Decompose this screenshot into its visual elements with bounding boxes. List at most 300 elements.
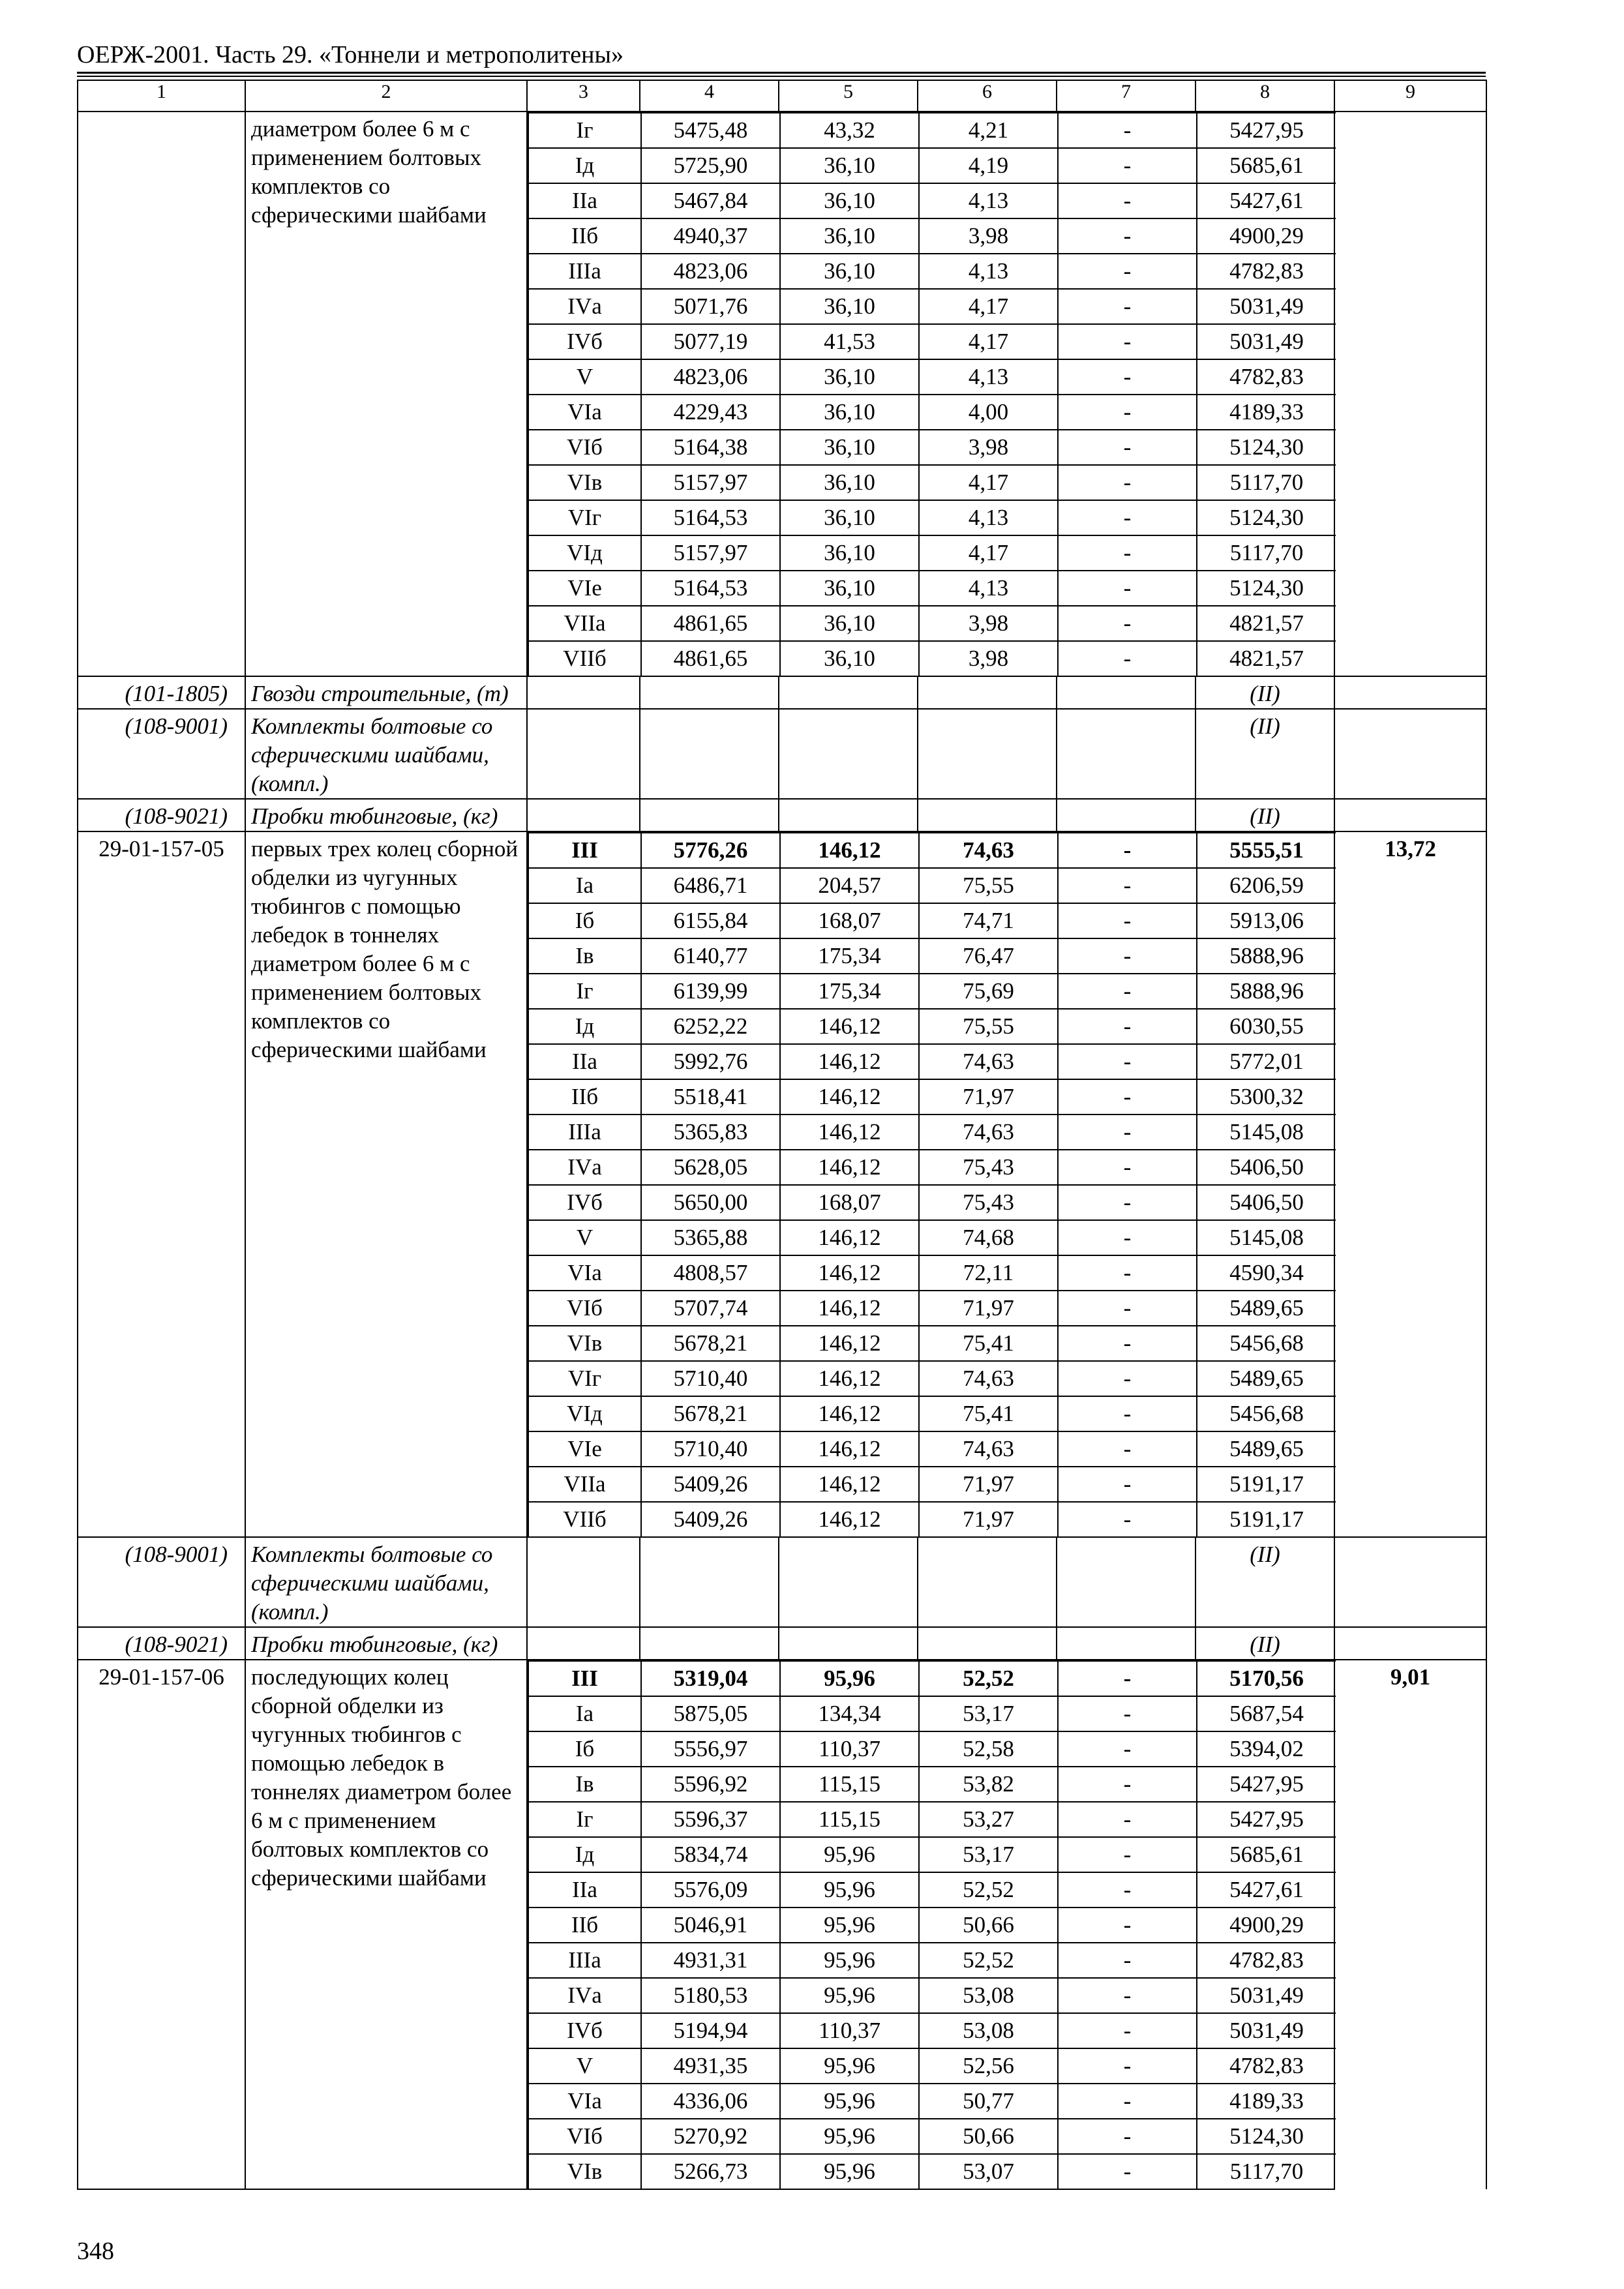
resource-unit: (II) — [1195, 676, 1334, 709]
value-cell: 5678,21 — [641, 1326, 780, 1361]
value-cell: 5678,21 — [641, 1396, 780, 1431]
value-cell: 36,10 — [780, 571, 919, 606]
value-cell: 4,17 — [919, 465, 1058, 500]
value-row — [528, 2048, 1336, 2084]
value-cell: - — [1058, 833, 1197, 868]
value-cell: 5145,08 — [1197, 1220, 1336, 1255]
resource-unit: (II) — [1195, 799, 1334, 831]
values-cell — [527, 112, 1334, 676]
value-row — [528, 1872, 1336, 1908]
value-cell: - — [1058, 1291, 1197, 1326]
value-cell: - — [1058, 2013, 1197, 2048]
value-cell: 95,96 — [780, 1837, 919, 1872]
value-cell: 5427,95 — [1197, 1767, 1336, 1802]
resource-code: (108-9001) — [78, 709, 245, 799]
value-cell: - — [1058, 359, 1197, 395]
value-cell: 5031,49 — [1197, 1978, 1336, 2013]
value-cell: - — [1058, 1467, 1197, 1502]
value-row — [528, 1009, 1336, 1044]
value-cell: 146,12 — [780, 1115, 919, 1150]
zone-cell: VIе — [528, 1431, 641, 1467]
value-cell: - — [1058, 183, 1197, 218]
value-row — [528, 113, 1336, 148]
empty-cell — [640, 799, 779, 831]
empty-cell — [779, 709, 918, 799]
value-cell: 53,17 — [919, 1837, 1058, 1872]
value-row — [528, 1696, 1336, 1731]
value-cell: 5270,92 — [641, 2119, 780, 2154]
value-cell: 5406,50 — [1197, 1185, 1336, 1220]
zone-cell: IIIа — [528, 254, 641, 289]
zone-cell: Iд — [528, 1009, 641, 1044]
empty-cell — [1057, 676, 1195, 709]
value-cell: - — [1058, 535, 1197, 571]
zone-cell: Iв — [528, 938, 641, 974]
value-cell: 5365,88 — [641, 1220, 780, 1255]
zone-cell: VIIа — [528, 606, 641, 641]
value-cell: 43,32 — [780, 113, 919, 148]
value-cell: - — [1058, 606, 1197, 641]
value-cell: - — [1058, 2154, 1197, 2189]
value-cell: 5300,32 — [1197, 1079, 1336, 1115]
value-row — [528, 641, 1336, 676]
value-row — [528, 1978, 1336, 2013]
value-cell: 4823,06 — [641, 359, 780, 395]
value-cell: 175,34 — [780, 974, 919, 1009]
zone-cell: IIа — [528, 183, 641, 218]
value-cell: - — [1058, 1396, 1197, 1431]
value-row — [528, 1731, 1336, 1767]
value-row — [528, 1291, 1336, 1326]
value-cell: 5046,91 — [641, 1908, 780, 1943]
value-cell: 74,71 — [919, 903, 1058, 938]
value-cell: 95,96 — [780, 2119, 919, 2154]
value-row — [528, 606, 1336, 641]
value-cell: 5031,49 — [1197, 2013, 1336, 2048]
value-cell: 115,15 — [780, 1767, 919, 1802]
empty-cell — [640, 1627, 779, 1660]
value-cell: 5124,30 — [1197, 500, 1336, 535]
value-cell: 4900,29 — [1197, 218, 1336, 254]
value-cell: 134,34 — [780, 1696, 919, 1731]
zone-cell: VIв — [528, 465, 641, 500]
zone-cell: IIб — [528, 1908, 641, 1943]
value-cell: 75,55 — [919, 868, 1058, 903]
value-cell: 175,34 — [780, 938, 919, 974]
value-cell: 53,27 — [919, 1802, 1058, 1837]
value-cell: 110,37 — [780, 1731, 919, 1767]
value-cell: 5489,65 — [1197, 1361, 1336, 1396]
value-cell: 5710,40 — [641, 1431, 780, 1467]
zone-cell: IVб — [528, 324, 641, 359]
value-cell: - — [1058, 1767, 1197, 1802]
value-cell: 6486,71 — [641, 868, 780, 903]
empty-cell — [527, 676, 640, 709]
value-cell: - — [1058, 1731, 1197, 1767]
header-rule-2 — [77, 76, 1486, 77]
value-cell: 146,12 — [780, 1396, 919, 1431]
value-cell: - — [1058, 1943, 1197, 1978]
value-cell: 53,82 — [919, 1767, 1058, 1802]
value-cell: - — [1058, 868, 1197, 903]
value-cell: - — [1058, 1255, 1197, 1291]
value-cell: 146,12 — [780, 1431, 919, 1467]
zone-cell: IIIа — [528, 1115, 641, 1150]
value-cell: 5475,48 — [641, 113, 780, 148]
value-cell: 75,41 — [919, 1396, 1058, 1431]
value-cell: 146,12 — [780, 1291, 919, 1326]
value-cell: 4861,65 — [641, 606, 780, 641]
value-cell: - — [1058, 1326, 1197, 1361]
value-cell: 5467,84 — [641, 183, 780, 218]
value-cell: 36,10 — [780, 254, 919, 289]
value-cell: 36,10 — [780, 395, 919, 430]
value-cell: 5628,05 — [641, 1150, 780, 1185]
resource-name: Пробки тюбинговые, (кг) — [245, 1627, 527, 1660]
value-row — [528, 1044, 1336, 1079]
resource-row — [78, 676, 1486, 709]
value-cell: 36,10 — [780, 641, 919, 676]
value-cell: 146,12 — [780, 833, 919, 868]
value-cell: 36,10 — [780, 535, 919, 571]
value-cell: 5071,76 — [641, 289, 780, 324]
column-number: 1 — [78, 80, 245, 112]
value-cell: 72,11 — [919, 1255, 1058, 1291]
value-cell: - — [1058, 938, 1197, 974]
page-number: 348 — [77, 2237, 114, 2265]
value-cell: - — [1058, 500, 1197, 535]
value-row — [528, 1326, 1336, 1361]
zone-cell: IIа — [528, 1044, 641, 1079]
value-cell: 6030,55 — [1197, 1009, 1336, 1044]
value-cell: 5555,51 — [1197, 833, 1336, 868]
value-cell: 4,13 — [919, 183, 1058, 218]
zone-cell: VIг — [528, 1361, 641, 1396]
header-rule — [77, 72, 1486, 74]
value-cell: 146,12 — [780, 1361, 919, 1396]
value-cell: 146,12 — [780, 1255, 919, 1291]
value-cell: - — [1058, 254, 1197, 289]
value-cell: 4,13 — [919, 500, 1058, 535]
value-cell: 5710,40 — [641, 1361, 780, 1396]
value-row — [528, 974, 1336, 1009]
value-row — [528, 1396, 1336, 1431]
value-cell: 36,10 — [780, 148, 919, 183]
value-cell: 53,08 — [919, 2013, 1058, 2048]
value-cell: 5117,70 — [1197, 465, 1336, 500]
value-cell: 95,96 — [780, 1943, 919, 1978]
value-row — [528, 324, 1336, 359]
zone-cell: IIIа — [528, 1943, 641, 1978]
value-row — [528, 2154, 1336, 2189]
resource-unit: (II) — [1195, 1627, 1334, 1660]
value-cell: 36,10 — [780, 218, 919, 254]
value-cell: 53,07 — [919, 2154, 1058, 2189]
value-cell: 50,77 — [919, 2084, 1058, 2119]
empty-cell — [918, 709, 1057, 799]
empty-cell — [1057, 709, 1195, 799]
value-row — [528, 395, 1336, 430]
value-cell: - — [1058, 430, 1197, 465]
resource-row — [78, 1627, 1486, 1660]
value-cell: 5725,90 — [641, 148, 780, 183]
value-row — [528, 1255, 1336, 1291]
zone-cell: VIа — [528, 1255, 641, 1291]
value-cell: 52,52 — [919, 1872, 1058, 1908]
empty-cell — [1334, 1537, 1486, 1627]
value-cell: 4336,06 — [641, 2084, 780, 2119]
value-cell: 5776,26 — [641, 833, 780, 868]
value-cell: 75,69 — [919, 974, 1058, 1009]
value-cell: 6155,84 — [641, 903, 780, 938]
value-cell: 5888,96 — [1197, 938, 1336, 974]
value-cell: 4,17 — [919, 324, 1058, 359]
value-cell: 5772,01 — [1197, 1044, 1336, 1079]
zone-cell: IIб — [528, 218, 641, 254]
value-cell: 5489,65 — [1197, 1291, 1336, 1326]
resource-unit: (II) — [1195, 709, 1334, 799]
zone-cell: Iг — [528, 113, 641, 148]
value-cell: 4,13 — [919, 571, 1058, 606]
value-cell: 5518,41 — [641, 1079, 780, 1115]
value-cell: 3,98 — [919, 218, 1058, 254]
zone-cell: III — [528, 1661, 641, 1696]
value-cell: 204,57 — [780, 868, 919, 903]
empty-cell — [527, 799, 640, 831]
value-cell: 5117,70 — [1197, 535, 1336, 571]
zone-cell: VIа — [528, 395, 641, 430]
rate-code: 29-01-157-05 — [78, 831, 245, 1537]
value-cell: 5365,83 — [641, 1115, 780, 1150]
value-cell: 5319,04 — [641, 1661, 780, 1696]
value-cell: 6139,99 — [641, 974, 780, 1009]
value-cell: 4782,83 — [1197, 359, 1336, 395]
value-cell: 5888,96 — [1197, 974, 1336, 1009]
zone-cell: Iв — [528, 1767, 641, 1802]
value-cell: 74,63 — [919, 1431, 1058, 1467]
empty-cell — [918, 676, 1057, 709]
value-cell: 36,10 — [780, 183, 919, 218]
empty-cell — [640, 709, 779, 799]
col9-value — [1334, 112, 1486, 676]
values-cell — [527, 1660, 1334, 2189]
value-cell: - — [1058, 395, 1197, 430]
empty-cell — [779, 1537, 918, 1627]
value-cell: - — [1058, 2119, 1197, 2154]
value-row — [528, 535, 1336, 571]
value-cell: 115,15 — [780, 1802, 919, 1837]
value-cell: 95,96 — [780, 2154, 919, 2189]
value-row — [528, 1837, 1336, 1872]
value-cell: - — [1058, 289, 1197, 324]
value-row — [528, 1361, 1336, 1396]
rate-block — [78, 831, 1486, 1537]
value-row — [528, 1502, 1336, 1536]
value-cell: 5596,92 — [641, 1767, 780, 1802]
value-cell: 5427,95 — [1197, 1802, 1336, 1837]
value-cell: 50,66 — [919, 1908, 1058, 1943]
value-cell: 6206,59 — [1197, 868, 1336, 903]
rate-code: 29-01-157-06 — [78, 1660, 245, 2189]
value-cell: 41,53 — [780, 324, 919, 359]
values-grid — [528, 1660, 1336, 2189]
zone-cell: Iб — [528, 1731, 641, 1767]
value-row — [528, 1802, 1336, 1837]
zone-cell: Iг — [528, 974, 641, 1009]
resource-name: Комплекты болтовые со сферическими шайбами, (компл.) — [245, 709, 527, 799]
value-cell: 52,58 — [919, 1731, 1058, 1767]
value-cell: - — [1058, 1115, 1197, 1150]
value-row — [528, 1431, 1336, 1467]
value-cell: 5650,00 — [641, 1185, 780, 1220]
zone-cell: III — [528, 833, 641, 868]
value-cell: 95,96 — [780, 2048, 919, 2084]
value-row — [528, 218, 1336, 254]
value-cell: 95,96 — [780, 2084, 919, 2119]
empty-cell — [527, 1627, 640, 1660]
resource-code: (101-1805) — [78, 676, 245, 709]
value-cell: 5157,97 — [641, 465, 780, 500]
value-cell: 5031,49 — [1197, 289, 1336, 324]
value-cell: 5489,65 — [1197, 1431, 1336, 1467]
zone-cell: IVа — [528, 1150, 641, 1185]
value-cell: - — [1058, 1837, 1197, 1872]
value-cell: - — [1058, 1802, 1197, 1837]
zone-cell: VIб — [528, 1291, 641, 1326]
value-cell: - — [1058, 324, 1197, 359]
value-cell: 5409,26 — [641, 1467, 780, 1502]
value-row — [528, 1150, 1336, 1185]
zone-cell: Iд — [528, 1837, 641, 1872]
empty-cell — [1057, 799, 1195, 831]
value-row — [528, 1220, 1336, 1255]
value-cell: 5191,17 — [1197, 1467, 1336, 1502]
value-cell: 5266,73 — [641, 2154, 780, 2189]
value-cell: 95,96 — [780, 1661, 919, 1696]
value-cell: 4,19 — [919, 148, 1058, 183]
value-cell: - — [1058, 1908, 1197, 1943]
zone-cell: IVб — [528, 1185, 641, 1220]
value-cell: 4940,37 — [641, 218, 780, 254]
value-cell: 5427,95 — [1197, 113, 1336, 148]
value-cell: - — [1058, 218, 1197, 254]
rate-code — [78, 112, 245, 676]
zone-cell: VIд — [528, 535, 641, 571]
value-cell: 5687,54 — [1197, 1696, 1336, 1731]
value-row — [528, 833, 1336, 868]
empty-cell — [1334, 1627, 1486, 1660]
resource-code: (108-9021) — [78, 799, 245, 831]
value-cell: 36,10 — [780, 289, 919, 324]
value-cell: - — [1058, 1978, 1197, 2013]
empty-cell — [779, 676, 918, 709]
zone-cell: Iг — [528, 1802, 641, 1837]
value-cell: 4,17 — [919, 289, 1058, 324]
value-cell: 75,41 — [919, 1326, 1058, 1361]
rates-table — [77, 80, 1487, 2190]
column-number: 8 — [1195, 80, 1334, 112]
rate-description: последующих колец сборной обделки из чугунных тюбингов с помощью лебедок в тоннелях диаметром более 6 м с применением болтовых комплектов со сферическими шайбами — [245, 1660, 527, 2189]
value-cell: 74,68 — [919, 1220, 1058, 1255]
value-cell: 95,96 — [780, 1872, 919, 1908]
value-cell: 4861,65 — [641, 641, 780, 676]
value-cell: 5406,50 — [1197, 1150, 1336, 1185]
value-cell: 5157,97 — [641, 535, 780, 571]
value-cell: 4931,31 — [641, 1943, 780, 1978]
col9-value: 13,72 — [1334, 831, 1486, 1537]
value-cell: 4821,57 — [1197, 606, 1336, 641]
value-cell: 4,13 — [919, 359, 1058, 395]
col9-value: 9,01 — [1334, 1660, 1486, 2189]
value-cell: 146,12 — [780, 1220, 919, 1255]
value-cell: 5194,94 — [641, 2013, 780, 2048]
zone-cell: VIIб — [528, 641, 641, 676]
column-number: 5 — [779, 80, 918, 112]
value-cell: 5875,05 — [641, 1696, 780, 1731]
value-cell: 146,12 — [780, 1150, 919, 1185]
values-grid — [528, 832, 1336, 1536]
value-cell: 4189,33 — [1197, 395, 1336, 430]
value-cell: 36,10 — [780, 500, 919, 535]
value-cell: 4782,83 — [1197, 1943, 1336, 1978]
value-cell: 5180,53 — [641, 1978, 780, 2013]
value-cell: 5124,30 — [1197, 571, 1336, 606]
value-cell: 3,98 — [919, 606, 1058, 641]
value-cell: 75,43 — [919, 1185, 1058, 1220]
value-cell: 95,96 — [780, 1908, 919, 1943]
value-cell: 4,21 — [919, 113, 1058, 148]
resource-name: Комплекты болтовые со сферическими шайбами, (компл.) — [245, 1537, 527, 1627]
zone-cell: Iа — [528, 868, 641, 903]
zone-cell: VIб — [528, 2119, 641, 2154]
zone-cell: V — [528, 2048, 641, 2084]
page-header: ОЕРЖ-2001. Часть 29. «Тоннели и метрополитены» — [77, 41, 624, 68]
value-cell: - — [1058, 1361, 1197, 1396]
empty-cell — [779, 1627, 918, 1660]
value-cell: - — [1058, 974, 1197, 1009]
value-cell: - — [1058, 1872, 1197, 1908]
resource-unit: (II) — [1195, 1537, 1334, 1627]
resource-name: Пробки тюбинговые, (кг) — [245, 799, 527, 831]
value-cell: 4782,83 — [1197, 2048, 1336, 2084]
zone-cell: V — [528, 1220, 641, 1255]
empty-cell — [1334, 709, 1486, 799]
value-cell: - — [1058, 113, 1197, 148]
zone-cell: VIIб — [528, 1502, 641, 1536]
resource-code: (108-9021) — [78, 1627, 245, 1660]
value-cell: 4782,83 — [1197, 254, 1336, 289]
resource-code: (108-9001) — [78, 1537, 245, 1627]
value-cell: 5191,17 — [1197, 1502, 1336, 1536]
value-cell: - — [1058, 1502, 1197, 1536]
empty-cell — [640, 1537, 779, 1627]
value-cell: 53,08 — [919, 1978, 1058, 2013]
value-cell: 146,12 — [780, 1009, 919, 1044]
value-row — [528, 359, 1336, 395]
value-row — [528, 430, 1336, 465]
value-cell: 5556,97 — [641, 1731, 780, 1767]
value-cell: - — [1058, 1661, 1197, 1696]
value-row — [528, 571, 1336, 606]
value-row — [528, 938, 1336, 974]
values-grid — [528, 112, 1336, 676]
resource-row — [78, 1537, 1486, 1627]
value-cell: 168,07 — [780, 1185, 919, 1220]
value-cell: 5685,61 — [1197, 148, 1336, 183]
empty-cell — [1057, 1537, 1195, 1627]
value-cell: 75,43 — [919, 1150, 1058, 1185]
zone-cell: VIг — [528, 500, 641, 535]
